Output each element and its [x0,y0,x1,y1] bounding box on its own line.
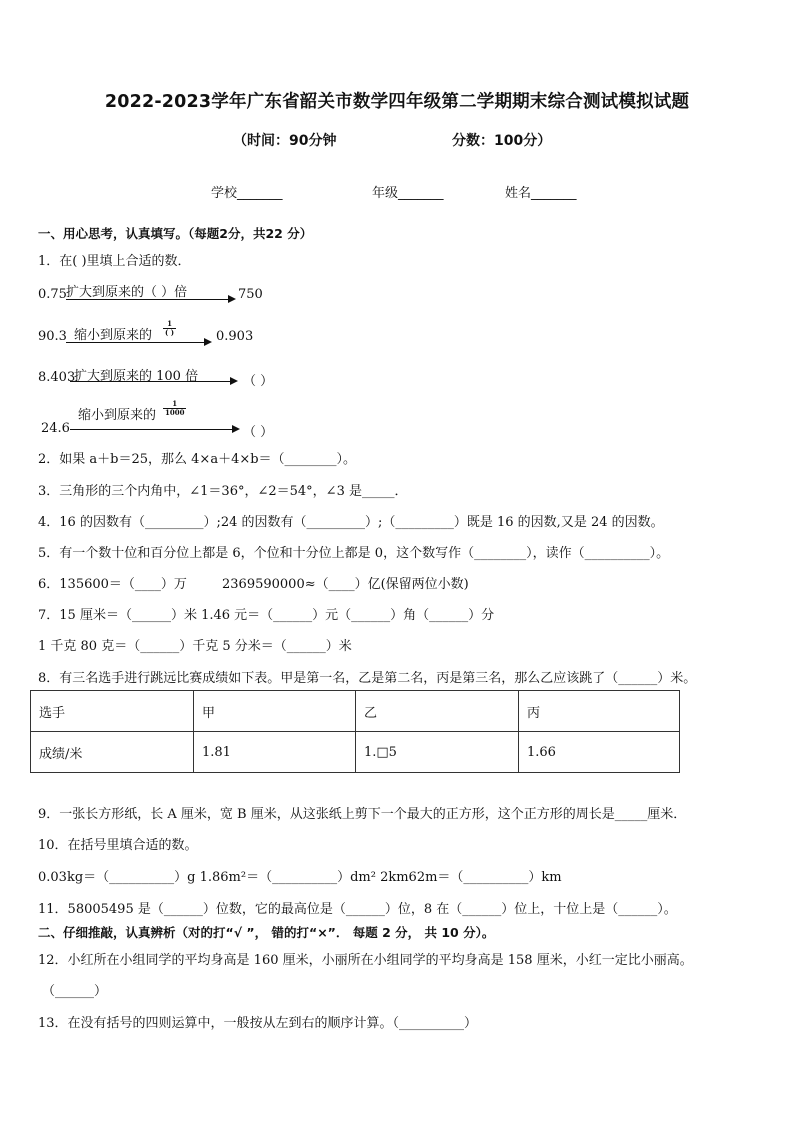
question-12-blank: （______） [42,984,108,999]
question-9: 9．一张长方形纸，长 A 厘米，宽 B 厘米，从这张纸上剪下一个最大的正方形，这个正方形的周长是_____厘米． [38,807,687,822]
arrow2-fraction-denominator: ( ) [165,328,175,337]
arrow2-fraction [163,320,176,337]
question-6b: 2369590000≈（____）亿(保留两位小数) [222,577,469,592]
section-1-heading: 一、用心思考，认真填写。（每题2分，共22 分） [38,226,313,241]
arrow2-label: 缩小到原来的 [74,328,153,343]
arrow3-line [70,381,230,382]
table-cell: 1.□5 [356,732,519,773]
table-cell: 成绩/米 [31,732,194,773]
name-field: 姓名_______ [505,186,577,201]
question-7a: 7．15 厘米＝（______）米 1.46 元＝（______）元（______）角（______）分 [38,608,495,623]
arrow2-line [66,342,204,343]
question-2: 2．如果 a＋b＝25，那么 4×a＋4×b＝（________）。 [38,452,357,467]
question-11: 11．58005495 是（______）位数，它的最高位是（______）位，8 在（______）位上，十位上是（______）。 [38,902,677,917]
grade-field: 年级_______ [372,186,444,201]
arrow1-head-icon [228,295,236,303]
table-cell: 选手 [31,691,194,732]
arrow4-fraction-numerator: 1 [163,400,186,409]
arrow1-line [66,299,228,300]
question-10: 10．在括号里填合适的数。 [38,838,198,853]
table-row [31,732,680,773]
jump-score-table [30,690,680,773]
arrow4-line [70,429,232,430]
table-cell: 1.81 [194,732,356,773]
question-8: 8．有三名选手进行跳远比赛成绩如下表。甲是第一名，乙是第二名，丙是第三名，那么乙应该跳了（______）米。 [38,671,697,686]
exam-title: 2022-2023学年广东省韶关市数学四年级第二学期期末综合测试模拟试题 [104,92,690,112]
table-cell: 1.66 [519,732,680,773]
arrow1-label: 扩大到原来的（ ）倍 [66,285,188,300]
arrow2-left-value: 90.3 [38,329,67,344]
arrow3-right-value: （ ） [243,374,274,389]
table-cell: 甲 [194,691,356,732]
table-cell: 丙 [519,691,680,732]
arrow4-right-value: （ ） [243,425,274,440]
arrow4-fraction-denominator: 1000 [165,408,185,417]
question-6a: 6．135600＝（____）万 [38,577,187,592]
arrow3-left-value: 8.403 [38,370,76,385]
arrow2-head-icon [204,338,212,346]
arrow2-fraction-numerator: 1 [163,320,176,329]
arrow4-head-icon [232,425,240,433]
arrow4-left-value: 24.6 [41,421,70,436]
question-5: 5．有一个数十位和百分位上都是 6，个位和十分位上都是 0，这个数写作（________），读作（__________）。 [38,546,670,561]
arrow1-right-value: 750 [238,287,263,302]
arrow3-label: 扩大到原来的 100 倍 [74,369,199,384]
table-header-row [31,691,680,732]
question-13: 13．在没有括号的四则运算中，一般按从左到右的顺序计算。（__________） [38,1016,478,1031]
exam-time: （时间：90分钟 [233,133,337,149]
question-3: 3．三角形的三个内角中，∠1＝36°，∠2＝54°，∠3 是_____． [38,484,408,499]
arrow2-right-value: 0.903 [216,329,254,344]
question-7b: 1 千克 80 克＝（______）千克 5 分米＝（______）米 [38,639,352,654]
question-12: 12．小红所在小组同学的平均身高是 160 厘米，小丽所在小组同学的平均身高是 158 厘米，小红一定比小丽高。 [38,953,693,968]
arrow3-head-icon [230,377,238,385]
arrow1-left-value: 0.75 [38,287,67,302]
section-2-heading: 二、仔细推敲，认真辨析（对的打“√ ”， 错的打“×”． 每题 2 分， 共 10 分）。 [38,925,495,940]
question-4: 4．16 的因数有（_________）;24 的因数有（_________）;（_________）既是 16 的因数,又是 24 的因数。 [38,515,664,530]
table-cell: 乙 [356,691,519,732]
question-1: 1．在( )里填上合适的数． [38,254,191,269]
arrow4-fraction [163,400,186,417]
exam-score: 分数：100分） [452,133,552,149]
arrow4-label: 缩小到原来的 [78,408,157,423]
school-field: 学校_______ [211,186,283,201]
question-10-blanks: 0.03kg＝（__________）g 1.86m²＝（__________）dm² 2km62m＝（__________）km [38,870,562,885]
